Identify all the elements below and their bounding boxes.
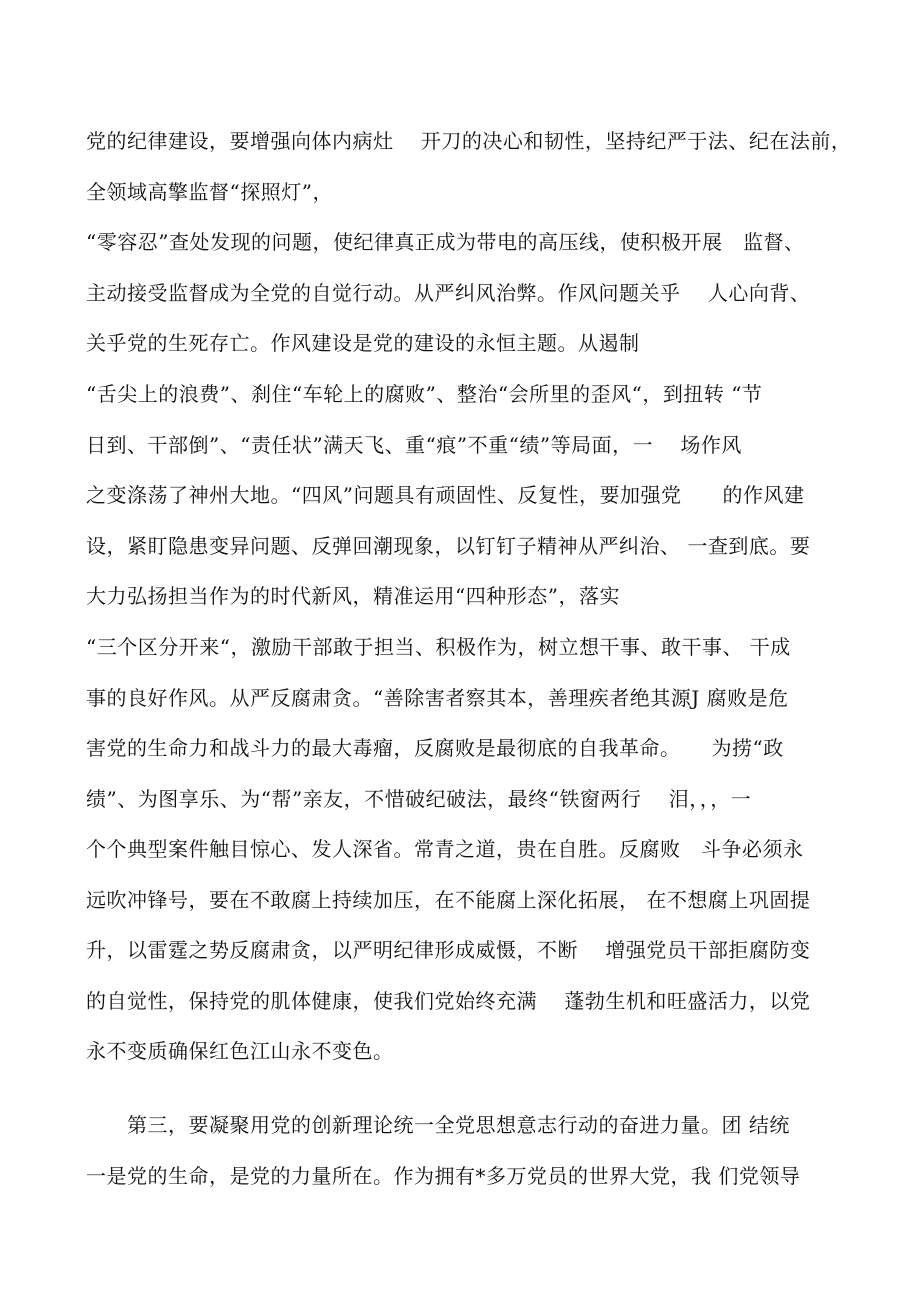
text-line: 全领域高擎监督“探照灯”，: [86, 180, 333, 204]
text-line: 的自觉性，保持党的肌体健康，使我们党始终充满 蓬勃生机和旺盛活力，以党: [86, 989, 811, 1013]
text-line: 之变涤荡了神州大地。“四风”问题具有顽固性、反复性，要加强党 的作风建: [86, 483, 805, 507]
text-line: 个个典型案件触目惊心、发人深省。常青之道，贵在自胜。反腐败 斗争必须永: [86, 837, 804, 861]
text-line: 绩”、为图享乐、为“帮”亲友，不惜破纪破法，最终“铁窗两行 泪，，，一: [86, 787, 752, 811]
text-line: “三个区分开来“，激励干部敢于担当、积极作为，树立想干事、敢干事、 干成: [86, 635, 791, 659]
text-line: “舌尖上的浪费”、刹住“车轮上的腐败”、整治“会所里的歪风“，到扭转 “节: [86, 382, 763, 406]
paragraph-first-line: 第三，要凝聚用党的创新理论统一全党思想意志行动的奋进力量。团 结统: [86, 1113, 790, 1137]
text-line: 害党的生命力和战斗力的最大毒瘤，反腐败是最彻底的自我革命。 为捞“政: [86, 736, 784, 760]
text-line: “零容忍”查处发现的问题，使纪律真正成为带电的高压线，使积极开展 监督、: [86, 230, 805, 254]
text-line: 设，紧盯隐患变异问题、反弹回潮现象，以钉钉子精神从严纠治、 一查到底。要: [86, 534, 811, 558]
text-line: 日到、干部倒”、“责任状”满天飞、重“痕”不重“绩”等局面，一 场作风: [86, 433, 742, 457]
text-line: 永不变质确保红色江山永不变色。: [86, 1039, 394, 1063]
text-line: 升，以雷霆之势反腐肃贪，以严明纪律形成威慑，不断 增强党员干部拒腐防变: [86, 938, 811, 962]
text-line: 主动接受监督成为全党的自觉行动。从严纠风治弊。作风问题关乎 人心向背、: [86, 281, 811, 305]
text-line: 关乎党的生死存亡。作风建设是党的建设的永恒主题。从遏制: [86, 331, 640, 355]
text-line: 大力弘扬担当作为的时代新风，精准运用“四种形态”，落实: [86, 584, 620, 608]
text-line: 远吹冲锋号，要在不敢腐上持续加压，在不能腐上深化拓展， 在不想腐上巩固提: [86, 888, 811, 912]
text-line: 一是党的生命，是党的力量所在。作为拥有*多万党员的世界大党，我 们党领导: [86, 1164, 801, 1188]
text-line: 事的良好作风。从严反腐肃贪。“善除害者察其本，善理疾者绝其源J 腐败是危: [86, 686, 789, 710]
text-line: 党的纪律建设，要增强向体内病灶 开刀的决心和韧性，坚持纪严于法、纪在法前，: [86, 129, 852, 153]
